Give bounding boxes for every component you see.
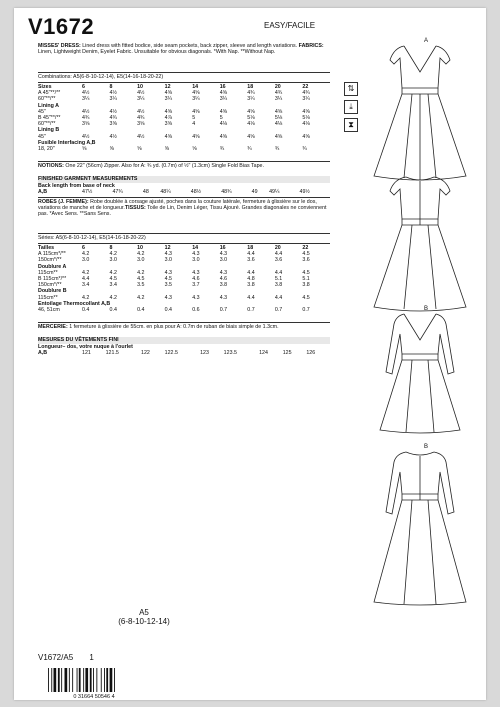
row-label: Doublure B: [38, 288, 67, 295]
divider: [38, 233, 330, 234]
table-cell: 4.5: [302, 294, 310, 301]
size-column-header: 16: [219, 84, 226, 90]
table-cell: 3⅝: [82, 121, 90, 128]
table-cell: 0.4: [109, 307, 117, 314]
table-cell: 4.4: [274, 269, 283, 276]
row-label: B 45"**/**: [38, 115, 61, 122]
table-row: [38, 146, 330, 152]
table-cell: 3¼: [219, 96, 228, 103]
size-column-header: 6: [82, 84, 85, 90]
barcode-bar: [65, 668, 68, 692]
dress-b-back-drawing: [364, 448, 476, 608]
table-cell: 4½: [109, 108, 117, 115]
table-cell: 4.3: [219, 251, 228, 258]
row-label: B 115cm*/**: [38, 276, 67, 283]
table-cell: 4.3: [164, 251, 173, 258]
row-label: Doublure A: [38, 263, 67, 270]
table-cell: 4.5: [164, 276, 173, 283]
row-label: 150cm*/**: [38, 257, 62, 264]
divider: [38, 82, 330, 83]
table-cell: 4⅝: [164, 133, 173, 140]
row-label: A 45"**/**: [38, 90, 61, 97]
table-cell: ⅝: [109, 146, 114, 153]
table-cell: 47¾: [112, 189, 123, 195]
table-cell: 3¼: [82, 96, 90, 103]
mesures-heading: MESURES DU VÊTEMENTS FINI: [38, 337, 119, 343]
table-cell: 5: [192, 115, 196, 122]
table-cell: 3¼: [109, 96, 117, 103]
table-cell: ⅝: [137, 146, 142, 153]
barcode-bar: [79, 668, 81, 692]
french-text: Robe doublée à corsage ajusté, poches dans la couture latérale, fermeture à glissière sur le dos, variations de manche et de longueur.: [38, 199, 317, 212]
table-cell: 3¼: [192, 96, 200, 103]
table-cell: 3.6: [274, 257, 283, 264]
row-label: Entoilage Thermocollant A,B: [38, 300, 111, 307]
table-cell: 4⅛: [274, 121, 283, 128]
table-row: [38, 189, 330, 195]
table-cell: 4⅝: [164, 108, 173, 115]
barcode-bar: [93, 668, 94, 692]
table-cell: 4.2: [82, 294, 90, 301]
table-cell: 4½: [82, 133, 90, 140]
size-column-header: 20: [274, 245, 281, 251]
table-cell: 3.0: [219, 257, 228, 264]
figure-label-b-back: B: [424, 444, 429, 450]
table-cell: 3.6: [302, 257, 310, 264]
dress-a-back-drawing: [364, 173, 476, 313]
table-cell: 4.6: [219, 276, 228, 283]
table-cell: 4.4: [247, 251, 255, 258]
table-cell: 3.4: [82, 282, 90, 289]
table-cell: 3¼: [164, 96, 173, 103]
table-cell: 4.2: [109, 269, 117, 276]
table-cell: 3.0: [137, 257, 145, 264]
hourglass-icon: ⧗: [344, 118, 358, 132]
table-row: [38, 307, 330, 313]
table-cell: 0.4: [164, 307, 173, 314]
size-column-header: 22: [302, 84, 309, 90]
barcode-bar: [72, 668, 73, 692]
notions-text: One 22" (56cm) Zipper. Also for A: ¾ yd. (0.7m) of ½" (1.3cm) Single Fold Bias Tape.: [63, 163, 264, 169]
table-cell: 4¾: [274, 90, 283, 97]
table-cell: 3¼: [274, 96, 283, 103]
barcode-bar: [77, 668, 78, 692]
table-cell: ⅝: [82, 146, 87, 153]
table-cell: ⅝: [192, 146, 197, 153]
table-cell: 4: [192, 121, 196, 128]
table-cell: 3.8: [302, 282, 310, 289]
table-cell: 49½: [299, 189, 310, 195]
table-cell: ¾: [247, 146, 252, 153]
table-cell: 4.4: [274, 251, 283, 258]
row-label: 45": [38, 133, 46, 140]
fabrics-text: Linen, Lightweight Denim, Eyelet Fabric. Unsuitable for obvious diagonals. *With Nap. **Without Nap.: [38, 49, 276, 56]
barcode-bar: [83, 668, 84, 692]
table-row: [38, 350, 330, 356]
table-cell: 122: [141, 350, 150, 356]
mercerie-label: MERCERIE:: [38, 324, 68, 330]
row-label: 46, 51cm: [38, 307, 60, 314]
size-header-label: Sizes: [38, 84, 52, 90]
fold-icons: [344, 82, 358, 136]
table-cell: 4.2: [137, 294, 145, 301]
size-header-label: Tailles: [38, 245, 55, 251]
row-label: 60"**/**: [38, 121, 56, 128]
barcode-bar: [61, 668, 62, 692]
table-cell: 0.4: [82, 307, 90, 314]
table-cell: 4.2: [137, 251, 145, 258]
finished-heading: FINISHED GARMENT MEASUREMENTS: [38, 176, 138, 182]
sizes-table-fr: [38, 245, 330, 313]
table-cell: 4¾: [137, 115, 145, 122]
table-cell: 4.3: [219, 294, 228, 301]
pattern-code: [38, 653, 94, 662]
size-column-header: 8: [109, 84, 113, 90]
size-label: A5: [139, 608, 149, 617]
table-cell: 123: [200, 350, 209, 356]
table-cell: 49¼: [269, 189, 280, 195]
mesures-table: [38, 350, 330, 356]
table-cell: 4⅝: [192, 133, 200, 140]
size-column-header: 22: [302, 245, 309, 251]
table-cell: 0.7: [219, 307, 228, 314]
divider: [38, 322, 330, 323]
table-cell: 4½: [82, 90, 90, 97]
table-cell: 5.1: [274, 276, 283, 283]
size-column-header: 10: [137, 84, 143, 90]
table-cell: 4⅝: [219, 90, 228, 97]
table-cell: 3.0: [82, 257, 90, 264]
table-cell: 4.6: [192, 276, 200, 283]
table-cell: 3.5: [164, 282, 173, 289]
table-cell: 4⅝: [247, 108, 255, 115]
figure-label-b: B: [424, 306, 429, 312]
table-cell: 4.5: [109, 276, 117, 283]
table-cell: 4.5: [302, 269, 310, 276]
row-label: 150cm*/**: [38, 282, 62, 289]
table-cell: 121.5: [105, 350, 119, 356]
table-cell: ¾: [302, 146, 307, 153]
table-cell: 5⅛: [302, 115, 310, 122]
pattern-code-text: V1672/A5: [38, 653, 74, 662]
table-cell: 4.4: [274, 294, 283, 301]
figure-label-a: A: [424, 38, 429, 44]
size-column-header: 16: [219, 245, 226, 251]
table-cell: 3.8: [274, 282, 283, 289]
table-cell: 4½: [109, 133, 117, 140]
row-label: 60"**/**: [38, 96, 56, 103]
table-cell: 4.5: [137, 276, 145, 283]
table-cell: 4¾: [109, 115, 117, 122]
table-cell: 123.5: [223, 350, 237, 356]
table-cell: 4⅝: [247, 133, 255, 140]
table-cell: 4.2: [82, 251, 90, 258]
divider: [38, 72, 330, 73]
row-label: A 115cm*/**: [38, 251, 66, 258]
table-cell: 3.0: [109, 257, 117, 264]
size-column-header: 18: [247, 84, 254, 90]
table-cell: 122.5: [164, 350, 178, 356]
french-description: [38, 199, 328, 218]
dress-a-front-drawing: [364, 42, 476, 182]
table-cell: 121: [82, 350, 91, 356]
table-cell: 3⅝: [164, 121, 173, 128]
table-cell: 4.4: [247, 294, 255, 301]
table-cell: 3.7: [192, 282, 200, 289]
table-cell: 4.2: [137, 269, 145, 276]
table-cell: 4⅛: [247, 121, 255, 128]
table-cell: 4.8: [247, 276, 255, 283]
divider: [38, 243, 330, 244]
size-column-header: 20: [274, 84, 281, 90]
table-cell: 47½: [82, 189, 93, 195]
series-line: Séries: A5(6-8-10-12-14), E5(14-16-18-20-22): [38, 235, 146, 241]
row-label: Lining B: [38, 127, 60, 134]
page-number: 1: [89, 653, 94, 662]
dress-b-front-drawing: [364, 310, 476, 450]
table-cell: 4.5: [302, 251, 310, 258]
table-cell: 126: [306, 350, 316, 356]
table-cell: 3.8: [219, 282, 228, 289]
size-column-header: 12: [164, 245, 171, 251]
table-cell: 124: [259, 350, 268, 356]
barcode-bar: [114, 668, 115, 692]
table-cell: 4.3: [192, 294, 200, 301]
size-column-header: 18: [247, 245, 254, 251]
table-cell: ¾: [219, 146, 225, 153]
table-cell: 3⅝: [109, 121, 117, 128]
table-cell: 0.4: [137, 307, 145, 314]
row-label: 115cm**: [38, 294, 58, 301]
table-cell: 4⅝: [219, 108, 228, 115]
barcode-bar: [58, 668, 60, 692]
table-cell: 4.2: [109, 294, 117, 301]
barcode-bar: [51, 668, 52, 692]
row-label: 18, 20": [38, 146, 55, 153]
size-column-header: 14: [192, 84, 199, 90]
table-cell: 4⅝: [192, 108, 200, 115]
table-cell: 3.4: [109, 282, 117, 289]
divider: [38, 197, 330, 198]
notions-label: NOTIONS:: [38, 163, 64, 169]
table-cell: 4½: [137, 133, 145, 140]
table-cell: 4½: [137, 108, 145, 115]
size-range: (6-8-10-12-14): [118, 617, 170, 626]
table-cell: 4½: [109, 90, 117, 97]
barcode-digits: 0 31664 50546 4: [73, 694, 115, 700]
table-cell: 5⅛: [274, 115, 283, 122]
table-cell: ⅝: [164, 146, 170, 153]
difficulty-label: EASY/FACILE: [264, 21, 316, 30]
description-text: Lined dress with fitted bodice, side seam pockets, back zipper, sleeve and length variations.: [80, 43, 299, 49]
table-cell: 4⅛: [219, 121, 228, 128]
mercerie: [38, 324, 328, 330]
table-cell: 48¾: [221, 189, 232, 195]
size-column-header: 6: [82, 245, 85, 251]
tissus-label: TISSUS:: [124, 205, 146, 212]
size-column-header: 12: [164, 84, 171, 90]
table-cell: 4.3: [219, 269, 228, 276]
table-cell: 4⅛: [302, 121, 310, 128]
table-cell: 3.0: [164, 257, 173, 264]
table-cell: 4.4: [247, 269, 255, 276]
table-cell: 3¼: [302, 96, 310, 103]
sizes-table-en: [38, 84, 330, 152]
table-cell: 0.7: [247, 307, 255, 314]
table-cell: 3.6: [247, 257, 255, 264]
size-column-header: 14: [192, 245, 199, 251]
table-cell: 4⅝: [274, 108, 283, 115]
table-cell: 4⅝: [274, 133, 283, 140]
barcode-bar: [90, 668, 92, 692]
notions: [38, 163, 328, 169]
row-label: Fusible Interfacing A,B: [38, 139, 96, 146]
table-cell: 4.3: [192, 269, 200, 276]
barcode-bar: [48, 668, 49, 692]
row-label: A,B: [38, 189, 48, 195]
table-cell: 4.3: [192, 251, 200, 258]
mesures-sub: Longueur– dos, votre nuque à l'ourlet: [38, 344, 133, 350]
table-cell: 4½: [137, 90, 145, 97]
table-cell: 3⅝: [137, 121, 145, 128]
size-column-header: 8: [109, 245, 113, 251]
row-label: Lining A: [38, 102, 59, 109]
table-cell: 3.5: [137, 282, 145, 289]
table-cell: 4.2: [82, 269, 90, 276]
table-cell: 125: [282, 350, 292, 356]
barcode-bar: [69, 668, 70, 692]
pattern-envelope-back: [14, 8, 486, 700]
table-cell: 5⅛: [247, 115, 255, 122]
barcode-bar: [85, 668, 88, 692]
table-cell: 0.7: [274, 307, 283, 314]
finished-table: [38, 189, 330, 195]
mercerie-text: 1 fermeture à glissière de 55cm. en plus pour A: 0.7m de ruban de biais simple de 1.3cm.: [67, 324, 279, 330]
table-cell: 5.1: [302, 276, 310, 283]
table-cell: 4¾: [302, 90, 310, 97]
table-cell: 48½: [190, 189, 202, 195]
table-cell: 48¼: [160, 189, 171, 195]
table-cell: 4.4: [82, 276, 90, 283]
french-lead: ROBES (J. FEMME):: [38, 199, 89, 205]
table-cell: 4⅝: [219, 133, 228, 140]
description-lead: MISSES' DRESS:: [38, 43, 81, 49]
row-label: A,B: [38, 350, 48, 356]
row-label: 115cm**: [38, 269, 58, 276]
table-cell: 4¾: [247, 90, 255, 97]
barcode-bar: [104, 668, 105, 692]
table-cell: 0.6: [192, 307, 200, 314]
pattern-number: V1672: [28, 14, 95, 39]
tissus-text: Toile de Lin, Denim Léger, Tissu Ajouré. Grandes diagonales ne conviennent pas. *Avec Sens. **Sans Sens.: [38, 205, 327, 218]
table-cell: 4⅝: [302, 133, 310, 140]
table-cell: ¾: [274, 146, 280, 153]
size-range-block: [104, 608, 184, 626]
table-cell: 4¾: [82, 115, 90, 122]
table-cell: 4⅝: [192, 90, 200, 97]
table-cell: 4⅝: [164, 90, 173, 97]
row-label: 45": [38, 108, 46, 115]
nap-direction-icon: ⇅: [344, 82, 358, 96]
table-cell: 3.8: [247, 282, 255, 289]
combinations-line: Combinations: A5(6-8-10-12-14), E5(14-16-18-20-22): [38, 74, 164, 80]
table-cell: 3¼: [137, 96, 145, 103]
table-cell: 4⅞: [164, 115, 173, 122]
table-cell: 3¼: [247, 96, 255, 103]
table-cell: 4⅝: [302, 108, 310, 115]
barcode-bar: [96, 668, 97, 692]
table-cell: 5: [219, 115, 223, 122]
barcode-bar: [106, 668, 108, 692]
garment-description: [38, 43, 328, 55]
table-cell: 3.0: [192, 257, 200, 264]
size-column-header: 10: [137, 245, 143, 251]
table-cell: 0.7: [302, 307, 310, 314]
barcode-bar: [110, 668, 113, 692]
fabrics-label: FABRICS:: [298, 43, 324, 49]
barcode-bar: [54, 668, 57, 692]
table-cell: 4.2: [109, 251, 117, 258]
finished-sub: Back length from base of neck: [38, 183, 115, 189]
table-cell: 4.3: [164, 294, 173, 301]
divider: [38, 161, 330, 162]
table-cell: 4.3: [164, 269, 173, 276]
fold-arrow-icon: ⤓: [344, 100, 358, 114]
table-cell: 4½: [82, 108, 90, 115]
table-cell: 48: [142, 189, 149, 195]
table-cell: 49: [251, 189, 258, 195]
barcode-bar: [101, 668, 102, 692]
